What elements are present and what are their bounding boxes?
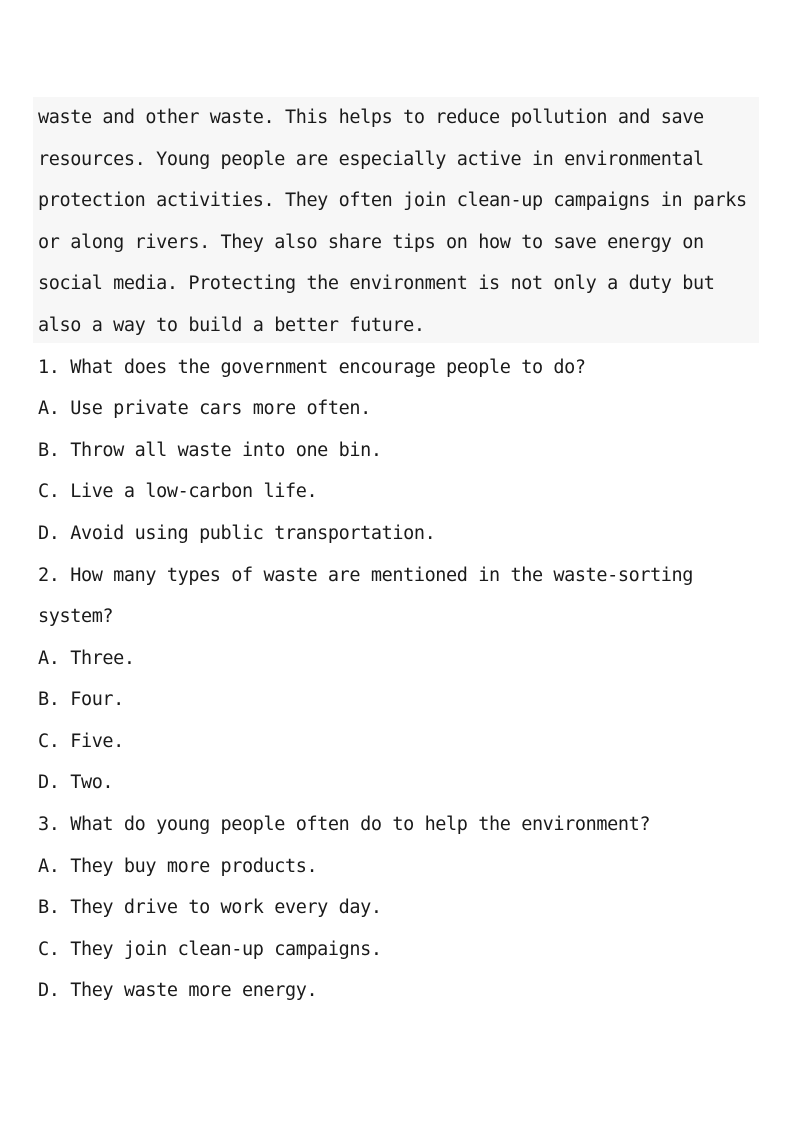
question-2-stem-continued: system?: [38, 606, 114, 627]
question-1-option-a: A. Use private cars more often.: [38, 398, 371, 419]
question-1-option-d: D. Avoid using public transportation.: [38, 523, 436, 544]
question-2-option-b: B. Four.: [38, 689, 124, 710]
question-2-option-d: D. Two.: [38, 772, 114, 793]
passage-line: also a way to build a better future.: [38, 315, 425, 336]
question-2-option-c: C. Five.: [38, 731, 124, 752]
question-3-stem: 3. What do young people often do to help the environment?: [38, 814, 651, 835]
question-2-option-a: A. Three.: [38, 648, 135, 669]
question-1-stem: 1. What does the government encourage people to do?: [38, 357, 586, 378]
passage-line: or along rivers. They also share tips on how to save energy on: [38, 232, 704, 253]
question-3-option-b: B. They drive to work every day.: [38, 897, 382, 918]
question-3-option-c: C. They join clean-up campaigns.: [38, 939, 382, 960]
passage-line: waste and other waste. This helps to reduce pollution and save: [38, 107, 704, 128]
question-1-option-b: B. Throw all waste into one bin.: [38, 440, 382, 461]
passage-line: protection activities. They often join clean-up campaigns in parks: [38, 190, 747, 211]
question-1-option-c: C. Live a low-carbon life.: [38, 481, 318, 502]
question-2-stem: 2. How many types of waste are mentioned in the waste-sorting: [38, 565, 694, 586]
question-3-option-a: A. They buy more products.: [38, 856, 318, 877]
passage-line: resources. Young people are especially active in environmental: [38, 149, 704, 170]
passage-line: social media. Protecting the environment is not only a duty but: [38, 273, 715, 294]
question-3-option-d: D. They waste more energy.: [38, 980, 318, 1001]
